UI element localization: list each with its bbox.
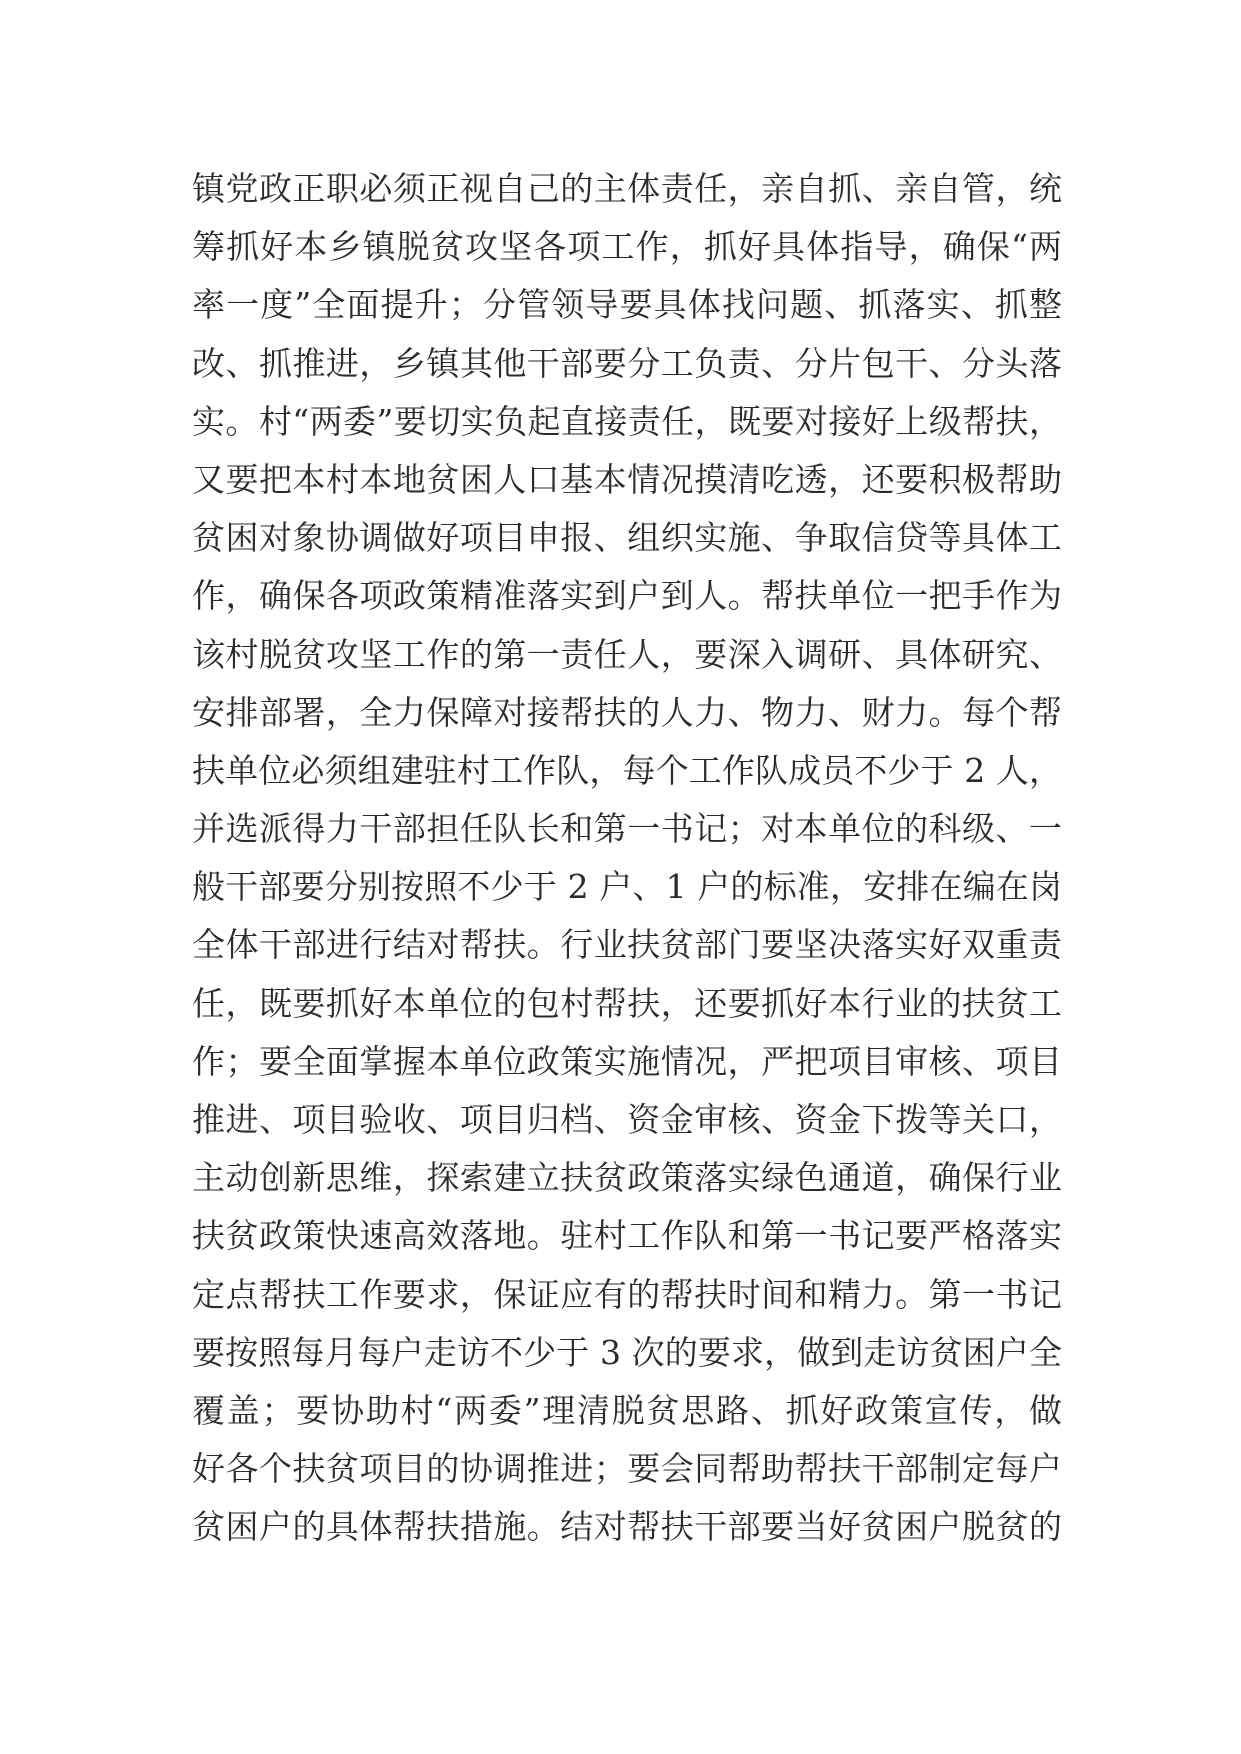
- text-line: 要按照每月每户走访不少于 3 次的要求，做到走访贫困户全: [192, 1332, 1062, 1372]
- text-line: 率一度”全面提升；分管领导要具体找问题、抓落实、抓整: [192, 285, 1062, 325]
- text-line: 该村脱贫攻坚工作的第一责任人，要深入调研、具体研究、: [192, 634, 1062, 674]
- text-line: 改、抓推进，乡镇其他干部要分工负责、分片包干、分头落: [192, 343, 1062, 383]
- text-line: 安排部署，全力保障对接帮扶的人力、物力、财力。每个帮: [192, 692, 1062, 732]
- text-line: 主动创新思维，探索建立扶贫政策落实绿色通道，确保行业: [192, 1158, 1062, 1198]
- body-text: [192, 160, 1062, 1557]
- text-line: 贫困对象协调做好项目申报、组织实施、争取信贷等具体工: [192, 518, 1062, 558]
- text-line: 筹抓好本乡镇脱贫攻坚各项工作，抓好具体指导，确保“两: [192, 227, 1062, 267]
- text-line: 推进、项目验收、项目归档、资金审核、资金下拨等关口，: [192, 1100, 1062, 1139]
- text-line: 贫困户的具体帮扶措施。结对帮扶干部要当好贫困户脱贫的: [192, 1507, 1062, 1547]
- text-line: 任，既要抓好本单位的包村帮扶，还要抓好本行业的扶贫工: [192, 983, 1062, 1023]
- text-line: 扶贫政策快速高效落地。驻村工作队和第一书记要严格落实: [192, 1216, 1062, 1256]
- text-line: 作，确保各项政策精准落实到户到人。帮扶单位一把手作为: [192, 576, 1062, 616]
- text-line: 扶单位必须组建驻村工作队，每个工作队成员不少于 2 人，: [192, 750, 1062, 790]
- text-line: 全体干部进行结对帮扶。行业扶贫部门要坚决落实好双重责: [192, 925, 1062, 965]
- text-line: 覆盖；要协助村“两委”理清脱贫思路、抓好政策宣传，做: [192, 1390, 1062, 1430]
- text-line: 实。村“两委”要切实负起直接责任，既要对接好上级帮扶，: [192, 401, 1062, 441]
- text-line: 定点帮扶工作要求，保证应有的帮扶时间和精力。第一书记: [192, 1274, 1062, 1314]
- text-line: 镇党政正职必须正视自己的主体责任，亲自抓、亲自管，统: [192, 169, 1062, 208]
- text-line: 般干部要分别按照不少于 2 户、1 户的标准，安排在编在岗: [192, 867, 1062, 907]
- text-line: 好各个扶贫项目的协调推进；要会同帮助帮扶干部制定每户: [192, 1449, 1062, 1489]
- text-line: 作；要全面掌握本单位政策实施情况，严把项目审核、项目: [192, 1041, 1062, 1081]
- text-line: 又要把本村本地贫困人口基本情况摸清吃透，还要积极帮助: [192, 459, 1062, 499]
- text-line: 并选派得力干部担任队长和第一书记；对本单位的科级、一: [192, 809, 1062, 849]
